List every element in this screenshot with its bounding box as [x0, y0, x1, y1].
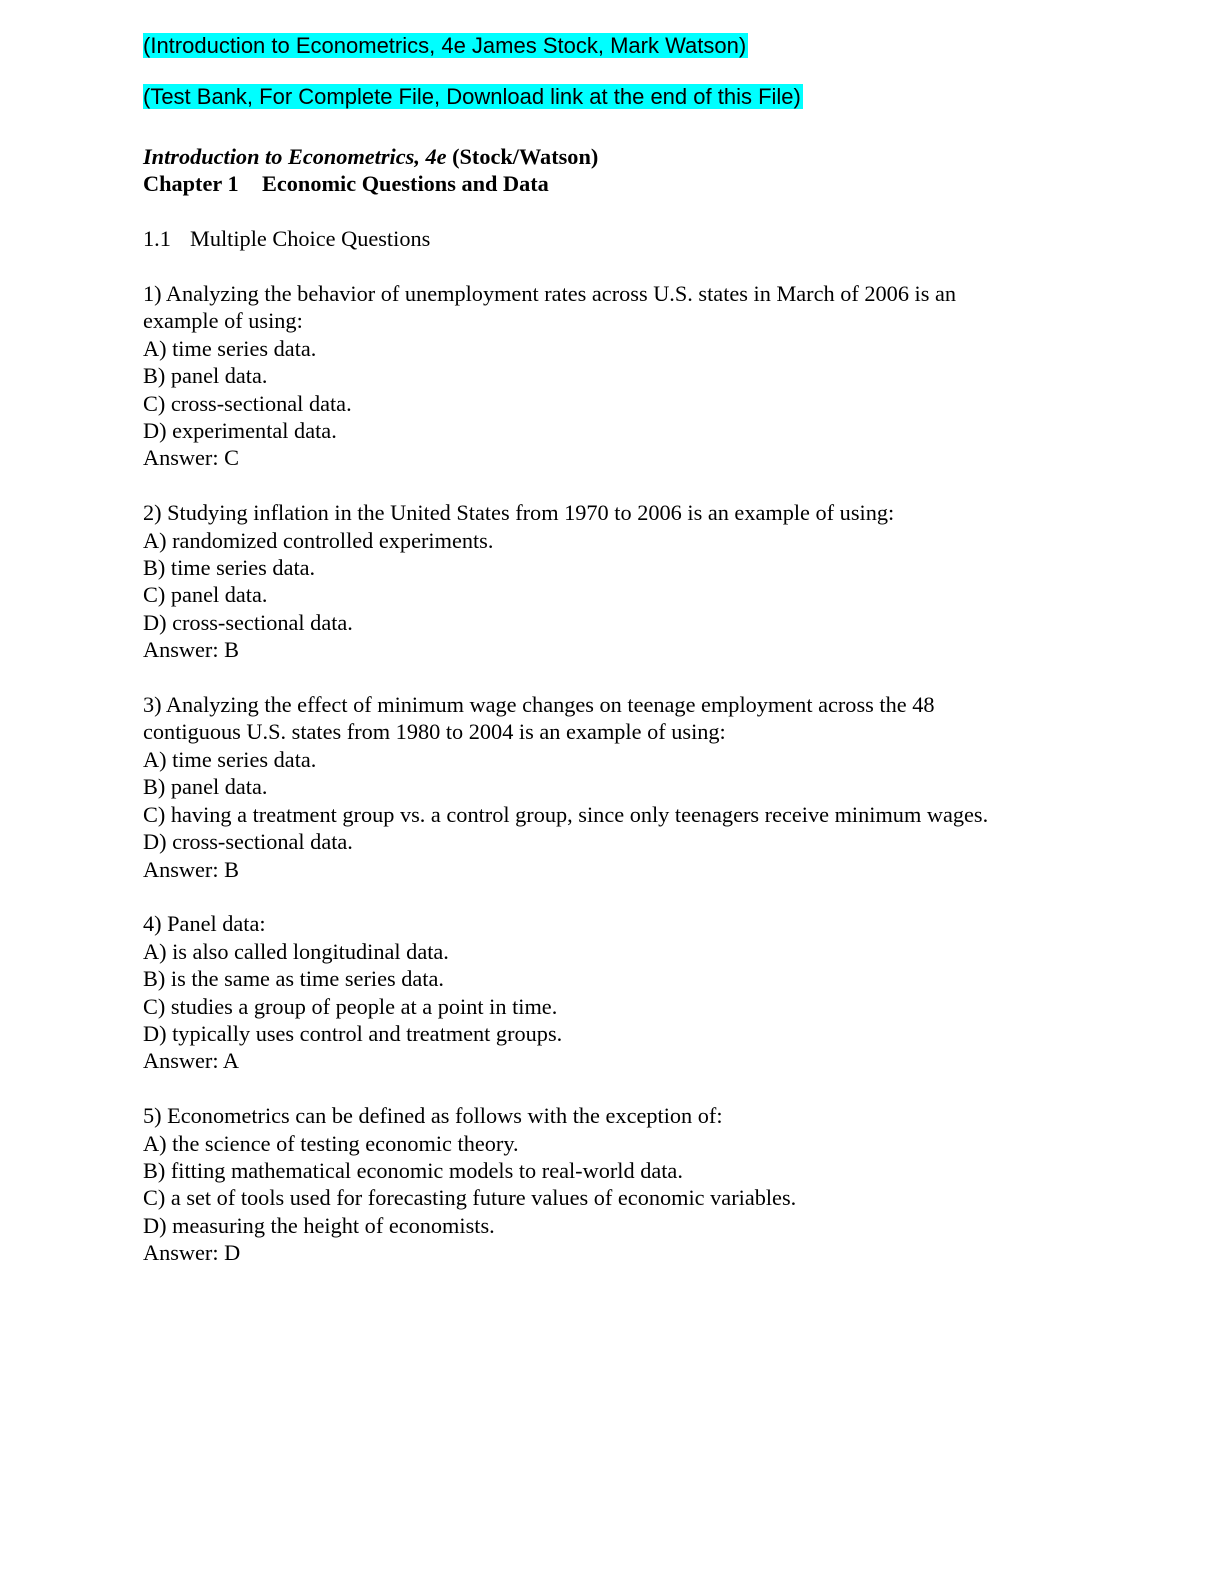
answer: Answer: B [143, 637, 239, 663]
option-a: A) time series data. [143, 746, 317, 772]
question-2 [143, 499, 1143, 663]
chapter-heading [143, 170, 1143, 197]
header-line-1 [143, 33, 748, 59]
question-text-line: 1) Analyzing the behavior of unemployment rates across U.S. states in March of 2006 is an [143, 281, 957, 306]
option-b: B) panel data. [143, 363, 268, 389]
option-c: C) a set of tools used for forecasting future values of economic variables. [143, 1185, 797, 1211]
chapter-title: Economic Questions and Data [262, 171, 549, 197]
option-d: D) measuring the height of economists. [143, 1212, 495, 1238]
answer: Answer: D [143, 1240, 241, 1266]
question-5 [143, 1102, 1143, 1266]
answer: Answer: C [143, 445, 239, 471]
option-b: B) fitting mathematical economic models to real-world data. [143, 1157, 683, 1183]
book-title-line [143, 143, 1143, 170]
option-c: C) studies a group of people at a point in time. [143, 993, 558, 1019]
question-text-line: 3) Analyzing the effect of minimum wage changes on teenage employment across the 48 [143, 692, 935, 718]
chapter-label: Chapter 1 [143, 171, 239, 197]
option-d: D) typically uses control and treatment groups. [143, 1020, 563, 1046]
book-authors: (Stock/Watson) [452, 144, 599, 169]
option-b: B) is the same as time series data. [143, 966, 444, 992]
section-title: Multiple Choice Questions [190, 226, 431, 252]
option-d: D) cross-sectional data. [143, 829, 353, 855]
document-body [143, 143, 1143, 1267]
option-b: B) time series data. [143, 555, 316, 581]
section-heading [143, 225, 1143, 252]
answer: Answer: B [143, 856, 239, 882]
answer: Answer: A [143, 1048, 239, 1074]
option-c: C) cross-sectional data. [143, 390, 352, 416]
question-3 [143, 691, 1143, 883]
question-text-line: example of using: [143, 308, 303, 334]
book-title: Introduction to Econometrics, 4e [143, 144, 447, 169]
header-highlight-1: (Introduction to Econometrics, 4e James Stock, Mark Watson) [143, 33, 747, 58]
header-line-2 [143, 84, 803, 110]
question-text-line: 4) Panel data: [143, 911, 266, 937]
question-1 [143, 280, 1143, 472]
question-text-line: 2) Studying inflation in the United States from 1970 to 2006 is an example of using: [143, 500, 895, 526]
option-a: A) time series data. [143, 335, 317, 361]
question-4 [143, 910, 1143, 1074]
question-text-line: contiguous U.S. states from 1980 to 2004 is an example of using: [143, 719, 726, 745]
section-number: 1.1 [143, 226, 171, 252]
option-d: D) experimental data. [143, 418, 337, 444]
option-c: C) panel data. [143, 582, 268, 608]
option-a: A) the science of testing economic theory. [143, 1130, 519, 1156]
option-c: C) having a treatment group vs. a control group, since only teenagers receive minimum wages. [143, 801, 989, 827]
option-a: A) randomized controlled experiments. [143, 527, 494, 553]
header-highlight-2: (Test Bank, For Complete File, Download link at the end of this File) [143, 84, 801, 109]
option-d: D) cross-sectional data. [143, 609, 353, 635]
question-text-line: 5) Econometrics can be defined as follows with the exception of: [143, 1103, 723, 1129]
option-b: B) panel data. [143, 774, 268, 800]
option-a: A) is also called longitudinal data. [143, 938, 449, 964]
